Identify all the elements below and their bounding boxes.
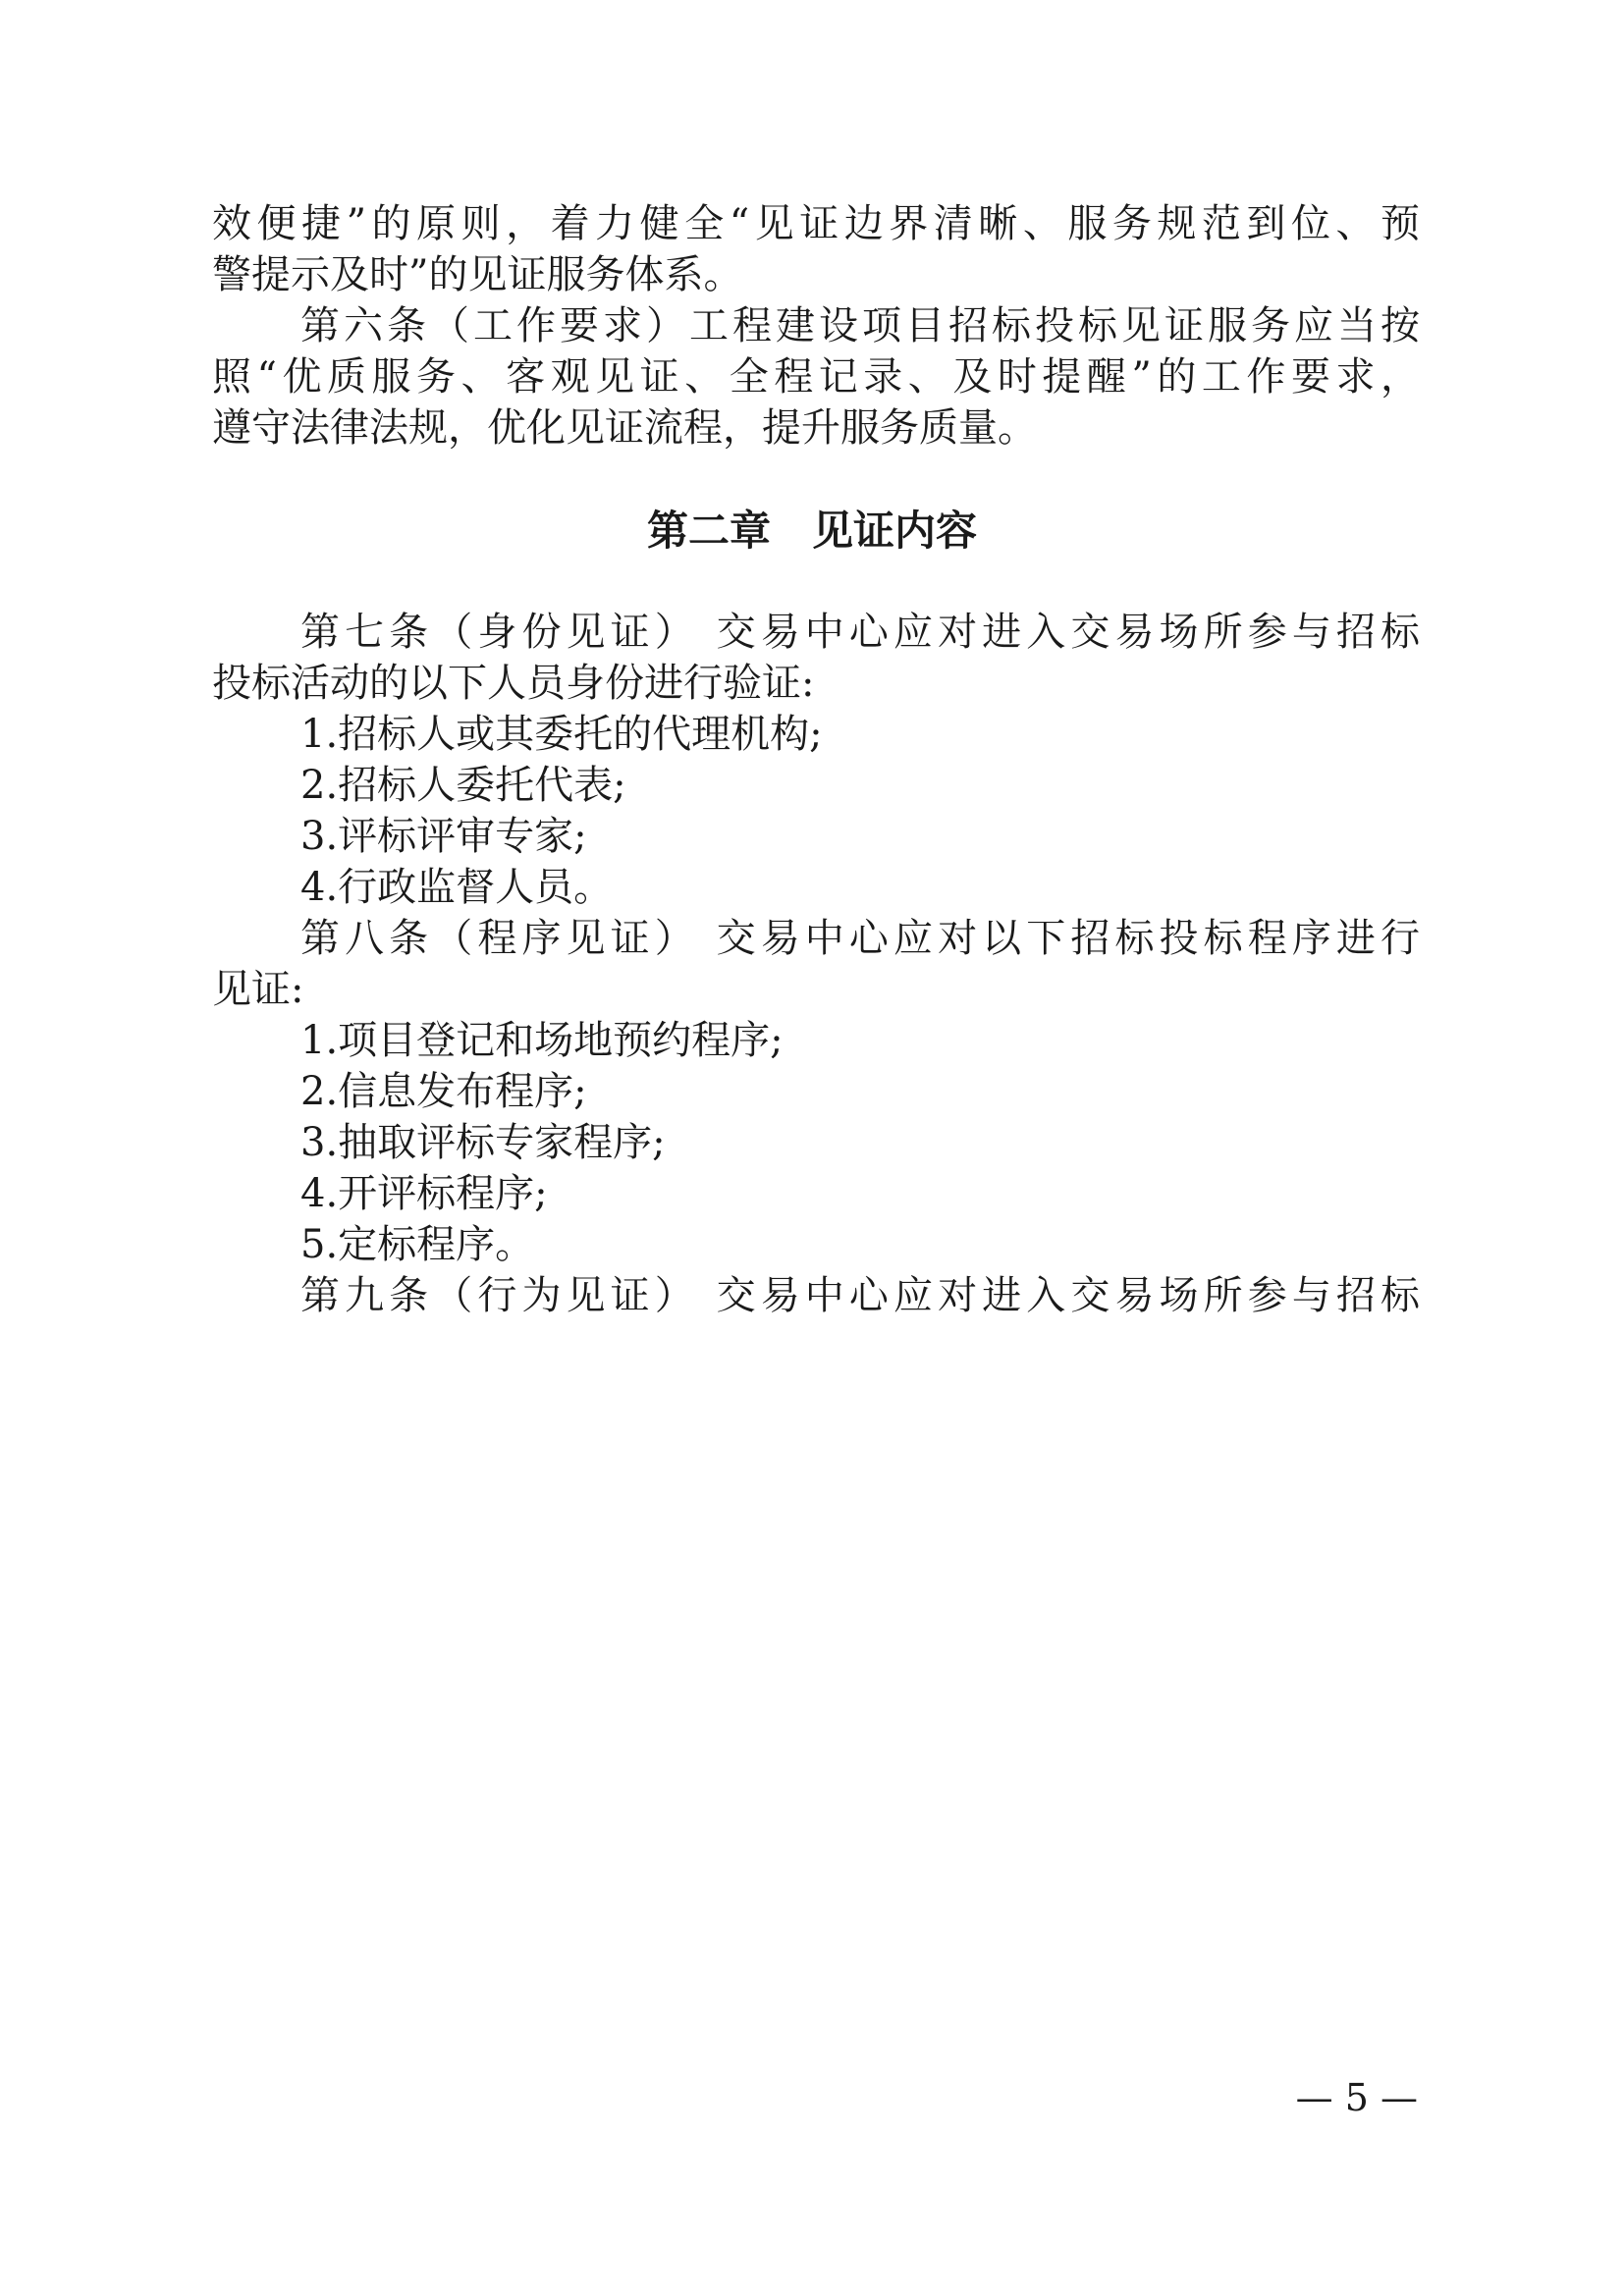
article-6-line: 遵守法律法规，优化见证流程，提升服务质量。 [212, 405, 1037, 451]
list-item: 4.行政监督人员。 [300, 865, 614, 910]
article-8-line: 见证: [212, 967, 304, 1012]
list-item: 3.抽取评标专家程序; [300, 1120, 666, 1165]
list-item: 1.招标人或其委托的代理机构; [300, 712, 823, 757]
paragraph-line: 警提示及时”的见证服务体系。 [212, 252, 743, 297]
list-item: 3.评标评审专家; [300, 814, 587, 859]
article-6-line: 照“优质服务、客观见证、全程记录、及时提醒”的工作要求， [212, 354, 1420, 400]
list-item: 2.招标人委托代表; [300, 763, 626, 808]
list-item: 4.开评标程序; [300, 1171, 548, 1216]
article-7-line: 投标活动的以下人员身份进行验证: [212, 661, 815, 706]
chapter-heading: 第二章 见证内容 [646, 507, 977, 555]
paragraph-line: 效便捷”的原则，着力健全“见证边界清晰、服务规范到位、预 [212, 201, 1420, 246]
page-number: — 5 — [1295, 2076, 1418, 2119]
article-7-line: 第七条（身份见证） 交易中心应对进入交易场所参与招标 [300, 610, 1420, 655]
list-item: 2.信息发布程序; [300, 1069, 587, 1114]
list-item: 1.项目登记和场地预约程序; [300, 1018, 784, 1063]
list-item: 5.定标程序。 [300, 1222, 535, 1267]
article-8-line: 第八条（程序见证） 交易中心应对以下招标投标程序进行 [300, 916, 1420, 961]
article-6-line: 第六条（工作要求）工程建设项目招标投标见证服务应当按 [300, 303, 1420, 348]
article-9-line: 第九条（行为见证） 交易中心应对进入交易场所参与招标 [300, 1273, 1420, 1318]
